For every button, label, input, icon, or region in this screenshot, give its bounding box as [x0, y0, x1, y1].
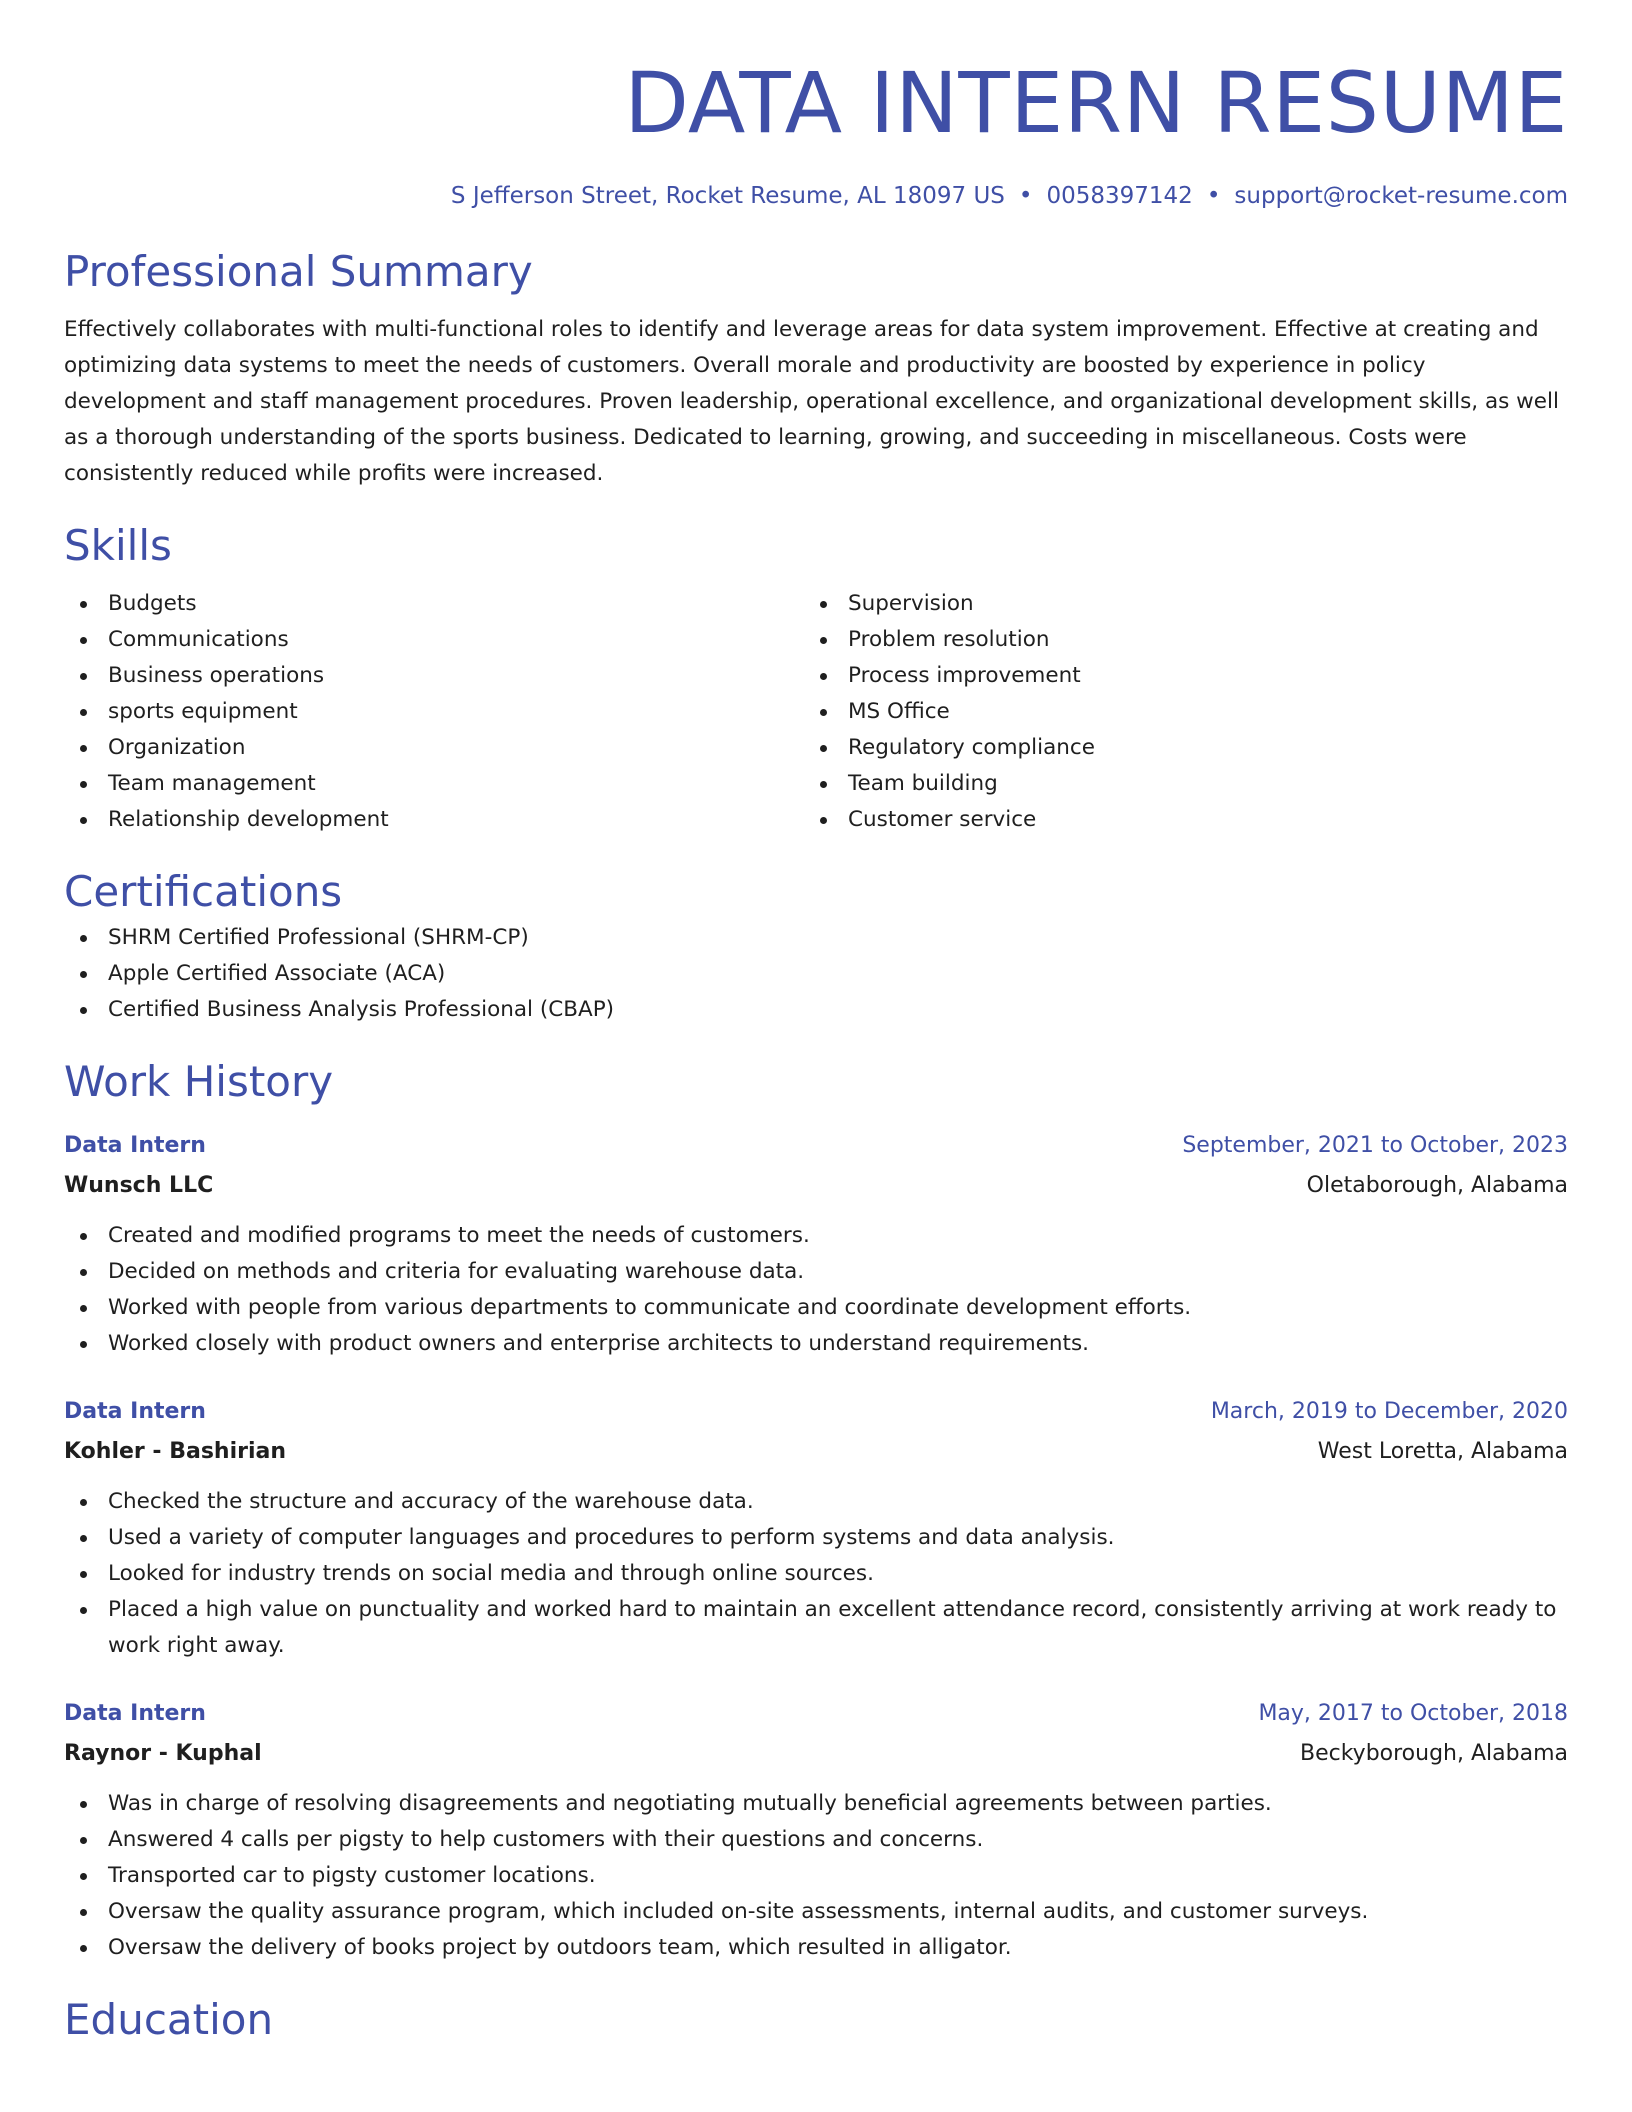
job-title: Data Intern — [64, 1701, 206, 1726]
job-location: Beckyborough, Alabama — [1300, 1741, 1568, 1766]
contact-separator: • — [1206, 183, 1221, 209]
skill-item: Business operations — [64, 658, 804, 694]
job-entry — [64, 1392, 1568, 1664]
skill-item: Process improvement — [804, 658, 1544, 694]
skill-item: Team management — [64, 766, 804, 802]
job-duty: Looked for industry trends on social media and through online sources. — [64, 1556, 1568, 1592]
resume-title: DATA INTERN RESUME — [624, 54, 1568, 152]
job-duty: Oversaw the quality assurance program, which included on-site assessments, internal audits, and customer surveys. — [64, 1894, 1568, 1930]
skills-columns — [64, 586, 1568, 838]
job-company: Raynor - Kuphal — [64, 1741, 262, 1766]
summary-text: Effectively collaborates with multi-functional roles to identify and leverage areas for data system improvement. Effective at creating and optimizing data systems to meet the needs of customers. Overall morale and productivity are boosted by experience in policy development and staff management procedures. Proven leadership, operational excellence, and organizational development skills, as well as a thorough understanding of the sports business. Dedicated to learning, growing, and succeeding in miscellaneous. Costs were consistently reduced while profits were increased. — [64, 317, 1559, 486]
job-duties-list — [64, 1218, 1568, 1362]
job-title: Data Intern — [64, 1133, 206, 1158]
skill-item: sports equipment — [64, 694, 804, 730]
job-company: Kohler - Bashirian — [64, 1439, 287, 1464]
contact-phone: 0058397142 — [1046, 183, 1193, 209]
job-entry — [64, 1126, 1568, 1362]
contact-separator: • — [1018, 183, 1033, 209]
skill-item: Budgets — [64, 586, 804, 622]
summary-heading: Professional Summary — [64, 247, 533, 296]
job-location: West Loretta, Alabama — [1317, 1439, 1568, 1464]
skill-item: MS Office — [804, 694, 1544, 730]
skills-list-right — [804, 586, 1544, 838]
job-entry — [64, 1694, 1568, 1966]
certifications-list — [64, 920, 1568, 1028]
job-duty: Answered 4 calls per pigsty to help customers with their questions and concerns. — [64, 1822, 1568, 1858]
job-location: Oletaborough, Alabama — [1306, 1173, 1568, 1198]
skill-item: Organization — [64, 730, 804, 766]
job-company: Wunsch LLC — [64, 1173, 214, 1198]
skill-item: Communications — [64, 622, 804, 658]
resume-header — [64, 54, 1568, 212]
education-heading: Education — [64, 1995, 274, 2044]
job-dates: May, 2017 to October, 2018 — [1258, 1701, 1568, 1726]
job-duties-list — [64, 1484, 1568, 1664]
certification-item: Certified Business Analysis Professional (CBAP) — [64, 992, 1568, 1028]
job-duty: Oversaw the delivery of books project by outdoors team, which resulted in alligator. — [64, 1930, 1568, 1966]
job-duty: Transported car to pigsty customer locations. — [64, 1858, 1568, 1894]
skill-item: Regulatory compliance — [804, 730, 1544, 766]
contact-line — [64, 180, 1568, 212]
job-duties-list — [64, 1786, 1568, 1966]
job-duty: Checked the structure and accuracy of the warehouse data. — [64, 1484, 1568, 1520]
skill-item: Supervision — [804, 586, 1544, 622]
job-duty: Placed a high value on punctuality and worked hard to maintain an excellent attendance record, consistently arriving at work ready to work right away. — [64, 1592, 1568, 1664]
job-dates: March, 2019 to December, 2020 — [1210, 1399, 1568, 1424]
job-title: Data Intern — [64, 1399, 206, 1424]
skill-item: Customer service — [804, 802, 1544, 838]
certification-item: SHRM Certified Professional (SHRM-CP) — [64, 920, 1568, 956]
certification-item: Apple Certified Associate (ACA) — [64, 956, 1568, 992]
skill-item: Relationship development — [64, 802, 804, 838]
skills-heading: Skills — [64, 521, 172, 570]
job-dates: September, 2021 to October, 2023 — [1182, 1133, 1568, 1158]
job-duty: Decided on methods and criteria for evaluating warehouse data. — [64, 1254, 1568, 1290]
job-duty: Created and modified programs to meet the needs of customers. — [64, 1218, 1568, 1254]
work-history-heading: Work History — [64, 1057, 334, 1106]
skill-item: Team building — [804, 766, 1544, 802]
certifications-heading: Certifications — [64, 867, 343, 916]
skills-list-left — [64, 586, 804, 838]
job-duty: Worked with people from various departments to communicate and coordinate development efforts. — [64, 1290, 1568, 1326]
contact-address: S Jefferson Street, Rocket Resume, AL 18097 US — [450, 183, 1005, 209]
contact-email: support@rocket-resume.com — [1234, 183, 1568, 209]
job-duty: Worked closely with product owners and enterprise architects to understand requirements. — [64, 1326, 1568, 1362]
job-duty: Used a variety of computer languages and procedures to perform systems and data analysis. — [64, 1520, 1568, 1556]
job-duty: Was in charge of resolving disagreements and negotiating mutually beneficial agreements between parties. — [64, 1786, 1568, 1822]
skill-item: Problem resolution — [804, 622, 1544, 658]
